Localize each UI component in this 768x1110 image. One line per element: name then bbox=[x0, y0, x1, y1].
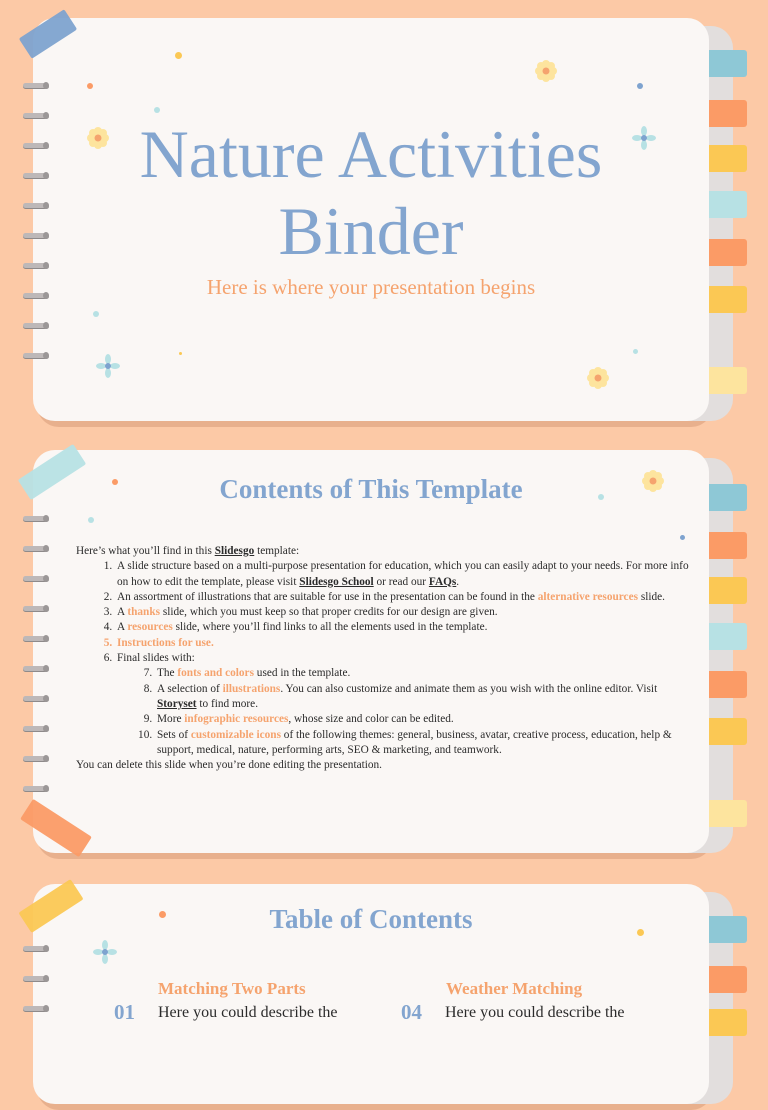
blue-flower-icon bbox=[93, 940, 117, 964]
contents-slide[interactable] bbox=[33, 450, 709, 853]
binder-ring bbox=[23, 946, 49, 951]
binder-tab[interactable] bbox=[709, 916, 747, 943]
binder-ring bbox=[23, 696, 49, 701]
decor-dot bbox=[87, 83, 93, 89]
decor-dot bbox=[179, 352, 182, 355]
slide-title: Contents of This Template bbox=[219, 474, 523, 504]
binder-tab[interactable] bbox=[709, 671, 747, 698]
daisy-icon bbox=[586, 366, 610, 390]
binder-tab[interactable] bbox=[709, 484, 747, 511]
presentation-title bbox=[33, 116, 709, 270]
binder-ring bbox=[23, 353, 49, 358]
binder-ring bbox=[23, 636, 49, 641]
binder-ring bbox=[23, 976, 49, 981]
section-heading: Weather Matching bbox=[446, 979, 583, 998]
storyset-link[interactable]: Storyset bbox=[157, 697, 197, 710]
decor-dot bbox=[680, 535, 685, 540]
binder-tab[interactable] bbox=[709, 718, 747, 745]
final-slides-sublist bbox=[117, 666, 696, 758]
section-description: Here you could describe the bbox=[445, 1004, 625, 1021]
contents-body bbox=[76, 544, 696, 773]
binder-ring bbox=[23, 666, 49, 671]
list-item: 9. More infographic resources, whose size and color can be edited. bbox=[155, 712, 696, 727]
table-of-contents-slide[interactable] bbox=[33, 884, 709, 1104]
binder-tab[interactable] bbox=[709, 239, 747, 266]
binder-tab[interactable] bbox=[709, 532, 747, 559]
section-number: 01 bbox=[114, 1000, 135, 1024]
binder-tab[interactable] bbox=[709, 145, 747, 172]
binder-ring bbox=[23, 546, 49, 551]
sparkle-dot bbox=[175, 52, 182, 59]
list-item: 4. A resources slide, where you’ll find links to all the elements used in the template. bbox=[115, 620, 696, 635]
binder-tab[interactable] bbox=[709, 1009, 747, 1036]
binder-tab[interactable] bbox=[709, 623, 747, 650]
binder-ring bbox=[23, 756, 49, 761]
list-item: 2. An assortment of illustrations that are suitable for use in the presentation can be found in the alternative resources slide. bbox=[115, 590, 696, 605]
contents-list bbox=[76, 559, 696, 758]
outro-paragraph: You can delete this slide when you’re done editing the presentation. bbox=[76, 759, 382, 772]
decor-dot bbox=[633, 349, 638, 354]
section-description: Here you could describe the bbox=[158, 1004, 338, 1021]
list-item: 5. Instructions for use. bbox=[115, 636, 696, 651]
list-item: 7. The fonts and colors used in the template. bbox=[155, 666, 696, 681]
title-slide[interactable] bbox=[33, 18, 709, 421]
binder-ring bbox=[23, 786, 49, 791]
binder-ring bbox=[23, 83, 49, 88]
binder-ring bbox=[23, 1006, 49, 1011]
section-number: 04 bbox=[401, 1000, 422, 1024]
list-item: 1. A slide structure based on a multi-purpose presentation for education, which you can easily adapt to your needs. For more info on how to edit the template, please visit Slidesgo School or read our FAQs. bbox=[115, 559, 696, 590]
faqs-link[interactable]: FAQs bbox=[428, 575, 457, 588]
binder-tab[interactable] bbox=[709, 191, 747, 218]
list-item: 8. A selection of illustrations. You can also customize and animate them as you wish with the online editor. Visit Storyset to find more. bbox=[155, 682, 696, 713]
binder-tab[interactable] bbox=[709, 100, 747, 127]
binder-ring bbox=[23, 323, 49, 328]
list-item: 3. A thanks slide, which you must keep so that proper credits for our design are given. bbox=[115, 605, 696, 620]
binder-ring bbox=[23, 726, 49, 731]
decor-dot bbox=[88, 517, 94, 523]
title-line-1: Nature Activities bbox=[139, 116, 603, 192]
binder-tab[interactable] bbox=[709, 50, 747, 77]
binder-ring bbox=[23, 576, 49, 581]
binder-tab[interactable] bbox=[709, 966, 747, 993]
decor-dot bbox=[637, 83, 643, 89]
binder-tab[interactable] bbox=[709, 367, 747, 394]
title-line-2: Binder bbox=[278, 193, 464, 269]
decor-dot bbox=[154, 107, 160, 113]
binder-ring bbox=[23, 606, 49, 611]
binder-tab[interactable] bbox=[709, 577, 747, 604]
decor-dot bbox=[93, 311, 99, 317]
binder-tab[interactable] bbox=[709, 286, 747, 313]
binder-ring bbox=[23, 516, 49, 521]
slide-title: Table of Contents bbox=[269, 904, 473, 934]
slidesgo-link[interactable]: Slidesgo bbox=[214, 545, 255, 557]
slidesgo-school-link[interactable]: Slidesgo School bbox=[299, 575, 374, 588]
intro-paragraph: Here’s what you’ll find in this Slidesgo template: bbox=[76, 545, 300, 557]
blue-flower-icon bbox=[96, 354, 120, 378]
list-item: 10. Sets of customizable icons of the following themes: general, business, avatar, creative process, education, help & support, medical, nature, performing arts, SEO & marketing, and teamwork. bbox=[155, 728, 696, 759]
section-heading: Matching Two Parts bbox=[158, 979, 306, 998]
binder-tab[interactable] bbox=[709, 800, 747, 827]
presentation-subtitle: Here is where your presentation begins bbox=[206, 275, 536, 299]
list-item: 6. Final slides with: 7. The fonts and colors used in the template. 8. A selection of illustrations. You can also customize and animate them as you wish with the online editor. Visit Storyset to find more. 9. More infographic resources, whose size and color can be edited. 10. Sets of customizable icons of the following themes: general, business, avatar, creative process, education, help & support, medical, nature, performing arts, SEO & marketing, and teamwork. bbox=[115, 651, 696, 758]
daisy-icon bbox=[534, 59, 558, 83]
